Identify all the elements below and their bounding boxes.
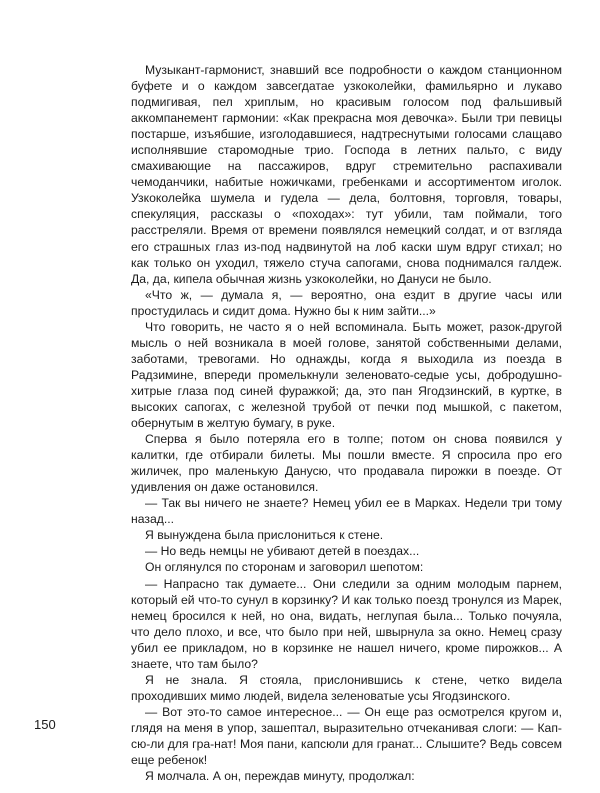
body-text [131, 62, 562, 784]
paragraph: Он оглянулся по сторонам и заговорил шепотом: [145, 560, 424, 575]
page-number: 150 [34, 717, 56, 732]
paragraph: Что говорить, не часто я о ней вспоминала. Быть может, разок-другой мысль о ней возникала в моей голове, занятой собственными делами, заботами, тревогами. Но однажды, когда я выходила из поезда в Радзимине, впереди промелькнули зеленовато-седые усы, добродушно-хитрые глаза под синей фуражкой; да, это пан Ягодзинский, в куртке, в высоких сапогах, с железной трубой от печки под мышкой, с пакетом, обернутым в желтую бумагу, в руке. [131, 319, 562, 431]
paragraph: Я не знала. Я стояла, прислонившись к стене, четко видела проходивших мимо людей, видела зеленоватые усы Ягодзинского. [131, 672, 562, 703]
paragraph: Сперва я было потеряла его в толпе; потом он снова появился у калитки, где отбирали билеты. Мы пошли вместе. Я спросила про его жиличек, про маленькую Данусю, что продавала пирожки в поезде. От удивления он даже остановился. [131, 432, 562, 495]
dialogue-line: — Так вы ничего не знаете? Немец убил ее в Марках. Недели три тому назад... [131, 496, 562, 527]
paragraph: «Что ж, — думала я, — вероятно, она ездит в другие часы или простудилась и сидит дома. Нужно бы к ним зайти...» [131, 287, 562, 318]
paragraph: Музыкант-гармонист, знавший все подробности о каждом станционном буфете и о каждом завсегдатае узкоколейки, фамильярно и лукаво подмигивая, пел хриплым, но красивым голосом под фальшивый аккомпанемент гармонии: «Как прекрасна моя девочка». Были три певицы постарше, изъябшие, изголодавшиеся, надтреснутыми голосами слащаво исполнявшие старомодные трио. Господа в летних пальто, с виду смахивающие на пассажиров, вдруг стремительно распахивали чемоданчики, набитые ножичками, гребенками и ассортиментом иголок. Узкоколейка шумела и гудела — дела, болтовня, торговля, товары, спекуляция, рассказы о «походах»: тут убили, там поймали, того расстреляли. Время от времени появлялся немецкий солдат, и от взгляда его страшных глаз из-под надвинутой на лоб каски шум вдруг стихал; но как только он уходил, тяжело стуча сапогами, снова поднимался галдеж. Да, да, кипела обычная жизнь узкоколейки, но Дануси не было. [131, 63, 562, 286]
dialogue-line: — Вот это-то самое интересное... — Он еще раз осмотрелся кругом и, глядя на меня в упор, зашептал, выразительно отчеканивая слоги: — Кап-сю-ли для гра-нат! Моя пани, капсюли для гранат... Слышите? Ведь совсем еще ребенок! [131, 704, 562, 768]
paragraph: Я вынуждена была прислониться к стене. [145, 528, 384, 543]
dialogue-line: — Напрасно так думаете... Они следили за одним молодым парнем, который ей что-то сунул в корзинку? И как только поезд тронулся из Марек, немец бросился к ней, но она, видать, неглупая была... Только почуяла, что дело плохо, и все, что было при ней, швырнула за окно. Немец сразу убил ее прикладом, но в корзинке не нашел ничего, кроме пирожков... А знаете, что там было? [131, 576, 562, 671]
dialogue-line: — Но ведь немцы не убивают детей в поездах... [145, 544, 420, 559]
paragraph: Я молчала. А он, переждав минуту, продолжал: [145, 769, 415, 784]
